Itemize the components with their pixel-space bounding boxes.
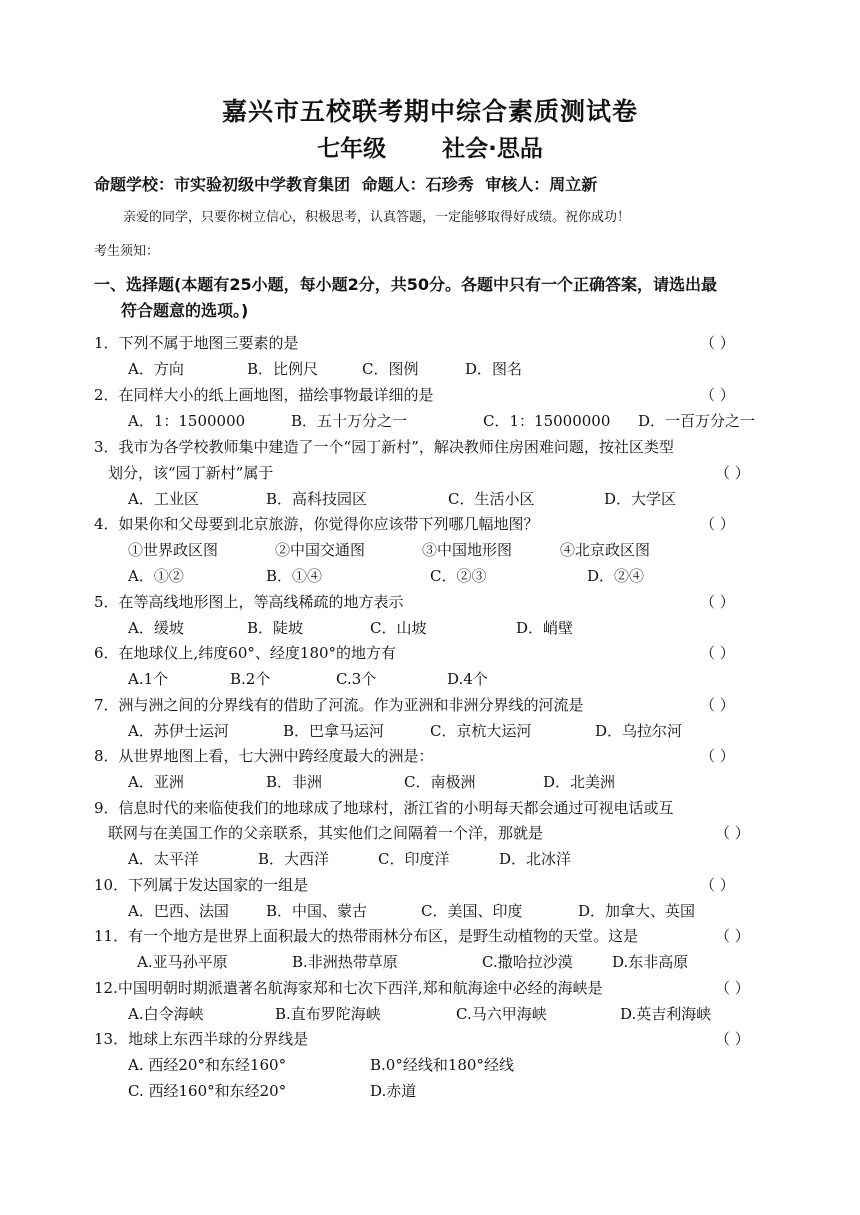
option-a: A．巴西、法国 [128,902,229,920]
option-d: D．加拿大、英国 [578,902,696,920]
question-stem: 10．下列属于发达国家的一组是 [94,876,309,894]
question-stem: 3．我市为各学校教师集中建造了一个“园丁新村”，解决教师住房困难问题，按社区类型 [94,438,674,456]
option-d: D．乌拉尔河 [595,722,683,740]
question-stem: 5．在等高线地形图上，等高线稀疏的地方表示 [94,593,404,611]
option-a: A．方向 [128,360,184,378]
option-d: D．北美洲 [543,773,616,791]
option-a: A．亚洲 [128,773,184,791]
question-stem: 2．在同样大小的纸上画地图，描绘事物最详细的是 [94,386,434,404]
option-d: D．图名 [465,360,523,378]
option-d: D.英吉利海峡 [620,1005,712,1023]
school-label: 命题学校：市实验初级中学教育集团 [94,175,351,194]
answer-blank: （ ） [715,927,750,945]
map-item: ①世界政区图 [128,541,219,559]
grade-label: 七年级 [317,136,387,162]
question-stem: 12.中国明朝时期派遣著名航海家郑和七次下西洋,郑和航海途中必经的海峡是 [94,979,603,997]
question-stem: 4．如果你和父母要到北京旅游，你觉得你应该带下列哪几幅地图？ [94,515,539,533]
option-a: A.亚马孙平原 [137,953,228,971]
option-a: A．1：1500000 [128,412,246,430]
author-label: 命题人：石珍秀 [361,175,474,194]
option-d: D．一百万分之一 [638,412,756,430]
option-b: B.2个 [230,670,271,688]
question-stem: 13．地球上东西半球的分界线是 [94,1030,309,1048]
option-a: A．苏伊士运河 [128,722,229,740]
reviewer-label: 审核人：周立新 [485,175,598,194]
option-a: A．太平洋 [128,850,199,868]
option-c: C.撒哈拉沙漠 [482,953,573,971]
answer-blank: （ ） [700,747,735,765]
option-b: B.非洲热带草原 [292,953,398,971]
option-a: A. 西经20°和东经160° [128,1056,287,1074]
option-b: B．高科技园区 [266,490,368,508]
option-a: A.白令海峡 [128,1005,204,1023]
section-title-line1: 一、选择题(本题有25小题，每小题2分，共50分。各题中只有一个正确答案，请选出最 [94,275,717,294]
answer-blank: （ ） [700,876,735,894]
question-stem: 9．信息时代的来临使我们的地球成了地球村，浙江省的小明每天都会通过可视电话或互 [94,799,674,817]
map-item: ②中国交通图 [275,541,366,559]
option-c: C．图例 [362,360,419,378]
map-item: ④北京政区图 [560,541,651,559]
notice-label: 考生须知： [94,244,160,259]
answer-blank: （ ） [715,979,750,997]
question-stem: 6．在地球仪上,纬度60°、经度180°的地方有 [94,644,397,662]
option-d: D．②④ [587,567,645,585]
section-title [94,272,774,324]
option-a: A．工业区 [128,490,199,508]
option-b: B．①④ [266,567,323,585]
question-stem: 1．下列不属于地图三要素的是 [94,334,299,352]
option-b: B．非洲 [266,773,323,791]
option-a: A．①② [128,567,184,585]
option-b: B．五十万分之一 [291,412,408,430]
option-c: C．南极洲 [404,773,476,791]
question-stem-cont: 划分，该“园丁新村”属于 [108,464,274,482]
option-b: B．大西洋 [258,850,330,868]
answer-blank: （ ） [700,696,735,714]
option-c: C．1：15000000 [483,412,611,430]
exam-subtitle [0,130,860,163]
answer-blank: （ ） [700,334,735,352]
option-a: A.1个 [128,670,169,688]
option-c: C．美国、印度 [421,902,523,920]
answer-blank: （ ） [715,824,750,842]
option-d: D.赤道 [370,1082,417,1100]
option-a: A．缓坡 [128,619,184,637]
question-stem: 11．有一个地方是世界上面积最大的热带雨林分布区，是野生动植物的天堂。这是 [94,927,639,945]
option-c: C．山坡 [370,619,427,637]
answer-blank: （ ） [700,593,735,611]
option-b: B.直布罗陀海峡 [275,1005,381,1023]
exam-title: 嘉兴市五校联考期中综合素质测试卷 [221,97,638,126]
option-c: C. 西经160°和东经20° [128,1082,287,1100]
option-b: B.0°经线和180°经线 [370,1056,514,1074]
option-d: D.4个 [447,670,488,688]
option-c: C.3个 [336,670,377,688]
option-d: D．大学区 [604,490,677,508]
option-b: B．中国、蒙古 [266,902,368,920]
option-c: C.马六甲海峡 [456,1005,547,1023]
question-stem: 7．洲与洲之间的分界线有的借助了河流。作为亚洲和非洲分界线的河流是 [94,696,584,714]
subject-label: 社会·思品 [442,136,543,162]
answer-blank: （ ） [700,515,735,533]
option-c: C．②③ [430,567,487,585]
greeting-text: 亲爱的同学，只要你树立信心，积极思考，认真答题，一定能够取得好成绩。祝你成功！ [123,210,631,225]
option-d: D.东非高原 [612,953,689,971]
author-info [94,172,603,195]
option-c: C．生活小区 [448,490,535,508]
option-d: D．北冰洋 [499,850,572,868]
option-b: B．巴拿马运河 [283,722,385,740]
option-b: B．陡坡 [247,619,304,637]
question-stem-cont: 联网与在美国工作的父亲联系，其实他们之间隔着一个洋，那就是 [108,824,544,842]
option-c: C．京杭大运河 [430,722,532,740]
section-title-line2: 符合题意的选项。) [121,301,249,320]
answer-blank: （ ） [715,464,750,482]
map-item: ③中国地形图 [422,541,513,559]
option-c: C．印度洋 [378,850,450,868]
question-stem: 8．从世界地图上看，七大洲中跨经度最大的洲是： [94,747,434,765]
answer-blank: （ ） [700,386,735,404]
option-d: D．峭壁 [516,619,574,637]
answer-blank: （ ） [700,644,735,662]
answer-blank: （ ） [715,1030,750,1048]
option-b: B．比例尺 [247,360,319,378]
